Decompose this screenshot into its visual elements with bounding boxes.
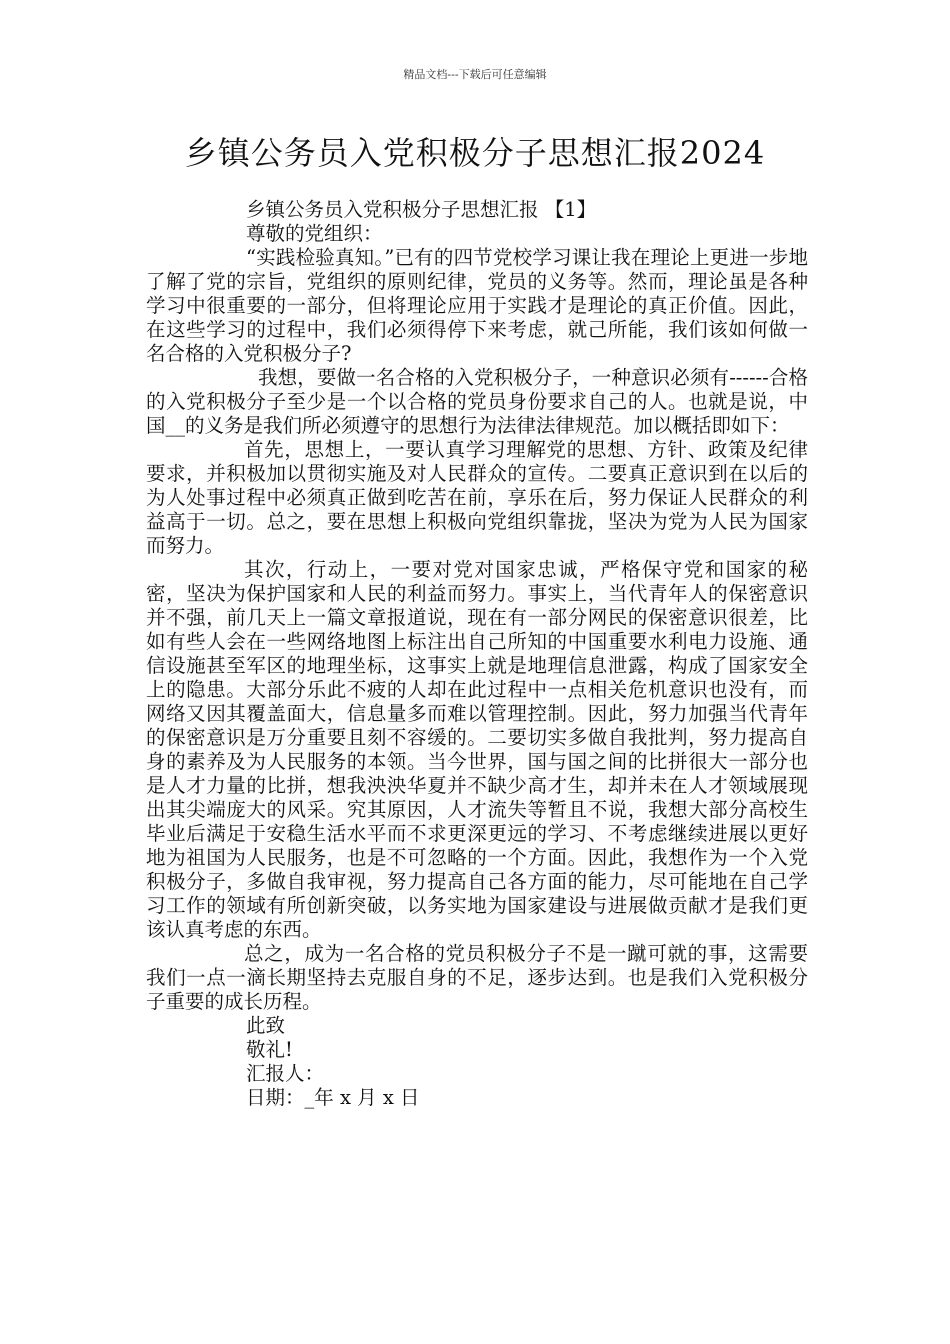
paragraph-5: 总之，成为一名合格的党员积极分子不是一蹴可就的事，这需要我们一点一滴长期坚持去克服自身的不足，逐步达到。也是我们入党积极分子重要的成长历程。	[146, 942, 808, 1013]
reporter-line: 汇报人：	[246, 1062, 325, 1085]
closing-line-1: 此致	[246, 1014, 286, 1037]
section-heading: 乡镇公务员入党积极分子思想汇报 【1】	[246, 198, 597, 221]
closing-line-2: 敬礼!	[246, 1038, 293, 1061]
document-body	[146, 198, 808, 1110]
date-line: 日期：_年 x 月 x 日	[246, 1086, 420, 1109]
paragraph-1: “实践检验真知。”已有的四节党校学习课让我在理论上更进一步地了解了党的宗旨，党组织的原则纪律，党员的义务等。然而，理论虽是各种学习中很重要的一部分，但将理论应用于实践才是理论的真正价值。因此，在这些学习的过程中，我们必须得停下来考虑，就己所能，我们该如何做一名合格的入党积极分子?	[146, 246, 808, 365]
header-note: 精品文档---下载后可任意编辑	[403, 68, 547, 81]
salutation: 尊敬的党组织：	[246, 222, 383, 245]
paragraph-3: 首先，思想上，一要认真学习理解党的思想、方针、政策及纪律要求，并积极加以贯彻实施及对人民群众的宣传。二要真正意识到在以后的为人处事过程中必须真正做到吃苦在前，享乐在后，努力保证人民群众的利益高于一切。总之，要在思想上积极向党组织靠拢，坚决为党为人民为国家而努力。	[146, 438, 808, 557]
document-title: 乡镇公务员入党积极分子思想汇报2024	[184, 134, 766, 172]
paragraph-4: 其次，行动上，一要对党对国家忠诚，严格保守党和国家的秘密，坚决为保护国家和人民的利益而努力。事实上，当代青年人的保密意识并不强，前几天上一篇文章报道说，现在有一部分网民的保密意识很差，比如有些人会在一些网络地图上标注出自己所知的中国重要水利电力设施、通信设施甚至军区的地理坐标，这事实上就是地理信息泄露，构成了国家安全上的隐患。大部分乐此不疲的人却在此过程中一点相关危机意识也没有，而网络又因其覆盖面大，信息量多而难以管理控制。因此，努力加强当代青年的保密意识是万分重要且刻不容缓的。二要切实多做自我批判，努力提高自身的素养及为人民服务的本领。当今世界，国与国之间的比拼很大一部分也是人才力量的比拼，想我泱泱华夏并不缺少高才生，却并未在人才领域展现出其尖端庞大的风采。究其原因，人才流失等暂且不说，我想大部分高校生毕业后满足于安稳生活水平而不求更深更远的学习、不考虑继续进展以更好地为祖国为人民服务，也是不可忽略的一个方面。因此，我想作为一个入党积极分子，多做自我审视，努力提高自己各方面的能力，尽可能地在自己学习工作的领域有所创新突破，以务实地为国家建设与进展做贡献才是我们更该认真考虑的东西。	[146, 558, 808, 941]
paragraph-2: 我想，要做一名合格的入党积极分子，一种意识必须有------合格的入党积极分子至少是一个以合格的党员身份要求自己的人。也就是说，中国__的义务是我们所必须遵守的思想行为法律法律规范。加以概括即如下：	[146, 366, 808, 437]
